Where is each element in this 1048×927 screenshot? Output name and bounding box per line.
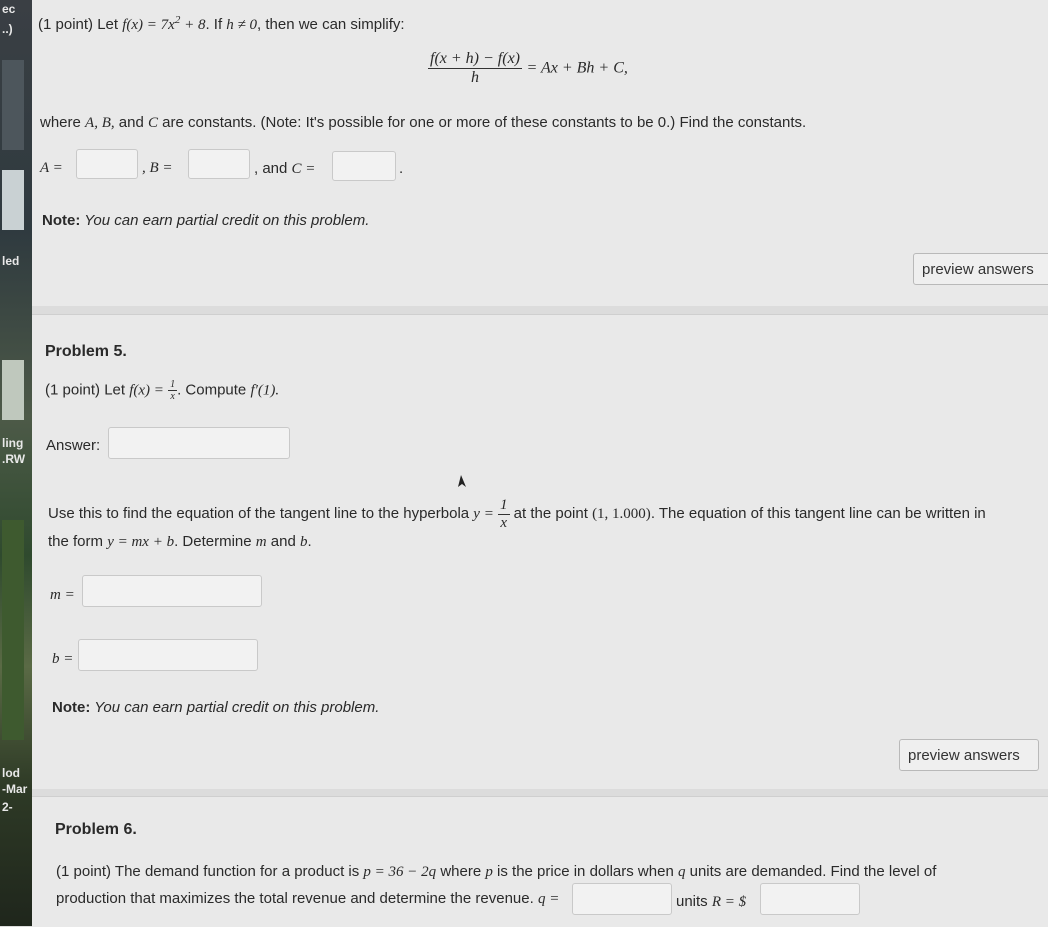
units-text: units	[676, 893, 712, 910]
sidebar-label: lod	[2, 766, 20, 780]
sidebar-label: ..)	[2, 22, 13, 36]
problem-6-panel	[32, 796, 1048, 927]
intro-text: . Compute	[177, 381, 251, 399]
label-a: A =	[40, 160, 63, 176]
line1-math: q	[677, 864, 686, 880]
form-text: the form	[48, 533, 108, 550]
fraction-numerator: f(x + h) − f(x)	[430, 50, 520, 67]
label-m: m =	[50, 587, 75, 603]
tangent-text: at the point	[509, 504, 593, 522]
problem-4-panel	[32, 0, 1048, 306]
sidebar-label: ec	[2, 2, 16, 16]
intro-text: , then we can simplify:	[257, 16, 405, 33]
left-sidebar	[0, 0, 32, 926]
difference-quotient	[428, 50, 628, 86]
problem-5-intro	[45, 379, 279, 402]
preview-answers-button[interactable]: preview answers	[899, 739, 1039, 771]
tangent-form	[48, 533, 312, 551]
fraction-numerator: 1	[500, 497, 508, 513]
intro-text: (1 point) Let	[45, 381, 130, 399]
form-math: y = mx + b	[107, 534, 175, 550]
line2-math: q =	[537, 891, 560, 907]
label-c	[254, 160, 315, 178]
form-math: b	[300, 534, 308, 550]
where-math: A, B,	[85, 115, 115, 131]
problem-5-title: Problem 5.	[45, 343, 127, 360]
sidebar-thumbnail	[2, 60, 24, 150]
tangent-text: Use this to find the equation of the tangent line to the hyperbola	[48, 504, 474, 522]
form-text: .	[307, 533, 312, 550]
problem-6-line2	[56, 890, 559, 908]
answer-label: Answer:	[46, 437, 101, 454]
intro-exponent: 2	[174, 14, 181, 26]
c-math: C =	[291, 161, 316, 177]
note-text: You can earn partial credit on this problem.	[90, 699, 380, 716]
label-b: , B =	[142, 160, 173, 176]
slope-m-input[interactable]	[82, 575, 262, 607]
intro-math: f′(1).	[250, 382, 280, 399]
form-text: and	[266, 533, 301, 550]
derivative-answer-input[interactable]	[108, 427, 290, 459]
line2-text: production that maximizes the total revenue and determine the revenue.	[56, 890, 538, 907]
fraction-denominator: h	[471, 68, 479, 86]
preview-answers-button[interactable]: preview answers	[913, 253, 1048, 285]
problem-5-note	[52, 699, 379, 716]
quantity-q-input[interactable]	[572, 883, 672, 915]
answer-a-input[interactable]	[76, 149, 138, 179]
sidebar-thumbnail	[2, 520, 24, 740]
fraction-numerator: 1	[170, 379, 176, 390]
where-math: C	[147, 115, 158, 131]
fraction-denominator: x	[170, 391, 175, 402]
sidebar-thumbnail	[2, 360, 24, 420]
where-text: where	[40, 114, 86, 131]
line1-text: where	[436, 863, 486, 880]
sidebar-thumbnail	[2, 170, 24, 230]
equation-rhs: = Ax + Bh + C,	[526, 59, 628, 77]
problem-4-note	[42, 212, 369, 229]
revenue-label: R = $	[711, 894, 747, 910]
tangent-point: (1, 1.000)	[592, 505, 651, 522]
sidebar-label: 2-	[2, 800, 13, 814]
label-b: b =	[52, 651, 74, 667]
problem-6-title: Problem 6.	[55, 821, 137, 838]
problem-4-where	[40, 114, 806, 132]
sidebar-label: -Mar	[2, 782, 28, 796]
where-text: and	[114, 114, 148, 131]
intro-text: . If	[205, 16, 227, 33]
revenue-r-input[interactable]	[760, 883, 860, 915]
mouse-cursor-icon	[454, 473, 470, 491]
line1-text: units are demanded. Find the level of	[685, 863, 937, 880]
intercept-b-input[interactable]	[78, 639, 258, 671]
units-r-label	[676, 893, 746, 911]
note-text: You can earn partial credit on this problem.	[80, 212, 370, 229]
line1-text: (1 point) The demand function for a product is	[56, 863, 364, 880]
fraction-denominator: x	[500, 514, 508, 531]
line1-math: p = 36 − 2q	[363, 864, 437, 880]
tangent-instructions	[48, 497, 986, 537]
intro-math: + 8	[180, 17, 206, 33]
note-label: Note:	[52, 699, 91, 716]
intro-math: h ≠ 0	[226, 17, 258, 33]
line1-text: is the price in dollars when	[492, 863, 678, 880]
line1-math: p	[485, 864, 493, 880]
sidebar-label: ling	[2, 436, 24, 450]
sidebar-label: .RW	[2, 452, 26, 466]
tangent-text: . The equation of this tangent line can be written in	[650, 504, 986, 522]
form-text: . Determine	[174, 533, 256, 550]
form-math: m	[255, 534, 267, 550]
problem-6-line1	[56, 863, 936, 881]
problem-4-intro	[38, 14, 405, 34]
problem-5-panel	[32, 314, 1048, 789]
answer-c-input[interactable]	[332, 151, 396, 181]
answer-b-input[interactable]	[188, 149, 250, 179]
period: .	[399, 160, 404, 177]
tangent-math: y =	[473, 505, 494, 522]
where-text: are constants. (Note: It's possible for one or more of these constants to be 0.) Find the constants.	[158, 114, 807, 131]
and-text: , and	[254, 160, 292, 177]
intro-math: f(x) =	[129, 382, 164, 399]
sidebar-label: led	[2, 254, 20, 268]
intro-math: f(x) = 7x	[122, 17, 175, 33]
intro-text: (1 point) Let	[38, 16, 123, 33]
note-label: Note:	[42, 212, 81, 229]
